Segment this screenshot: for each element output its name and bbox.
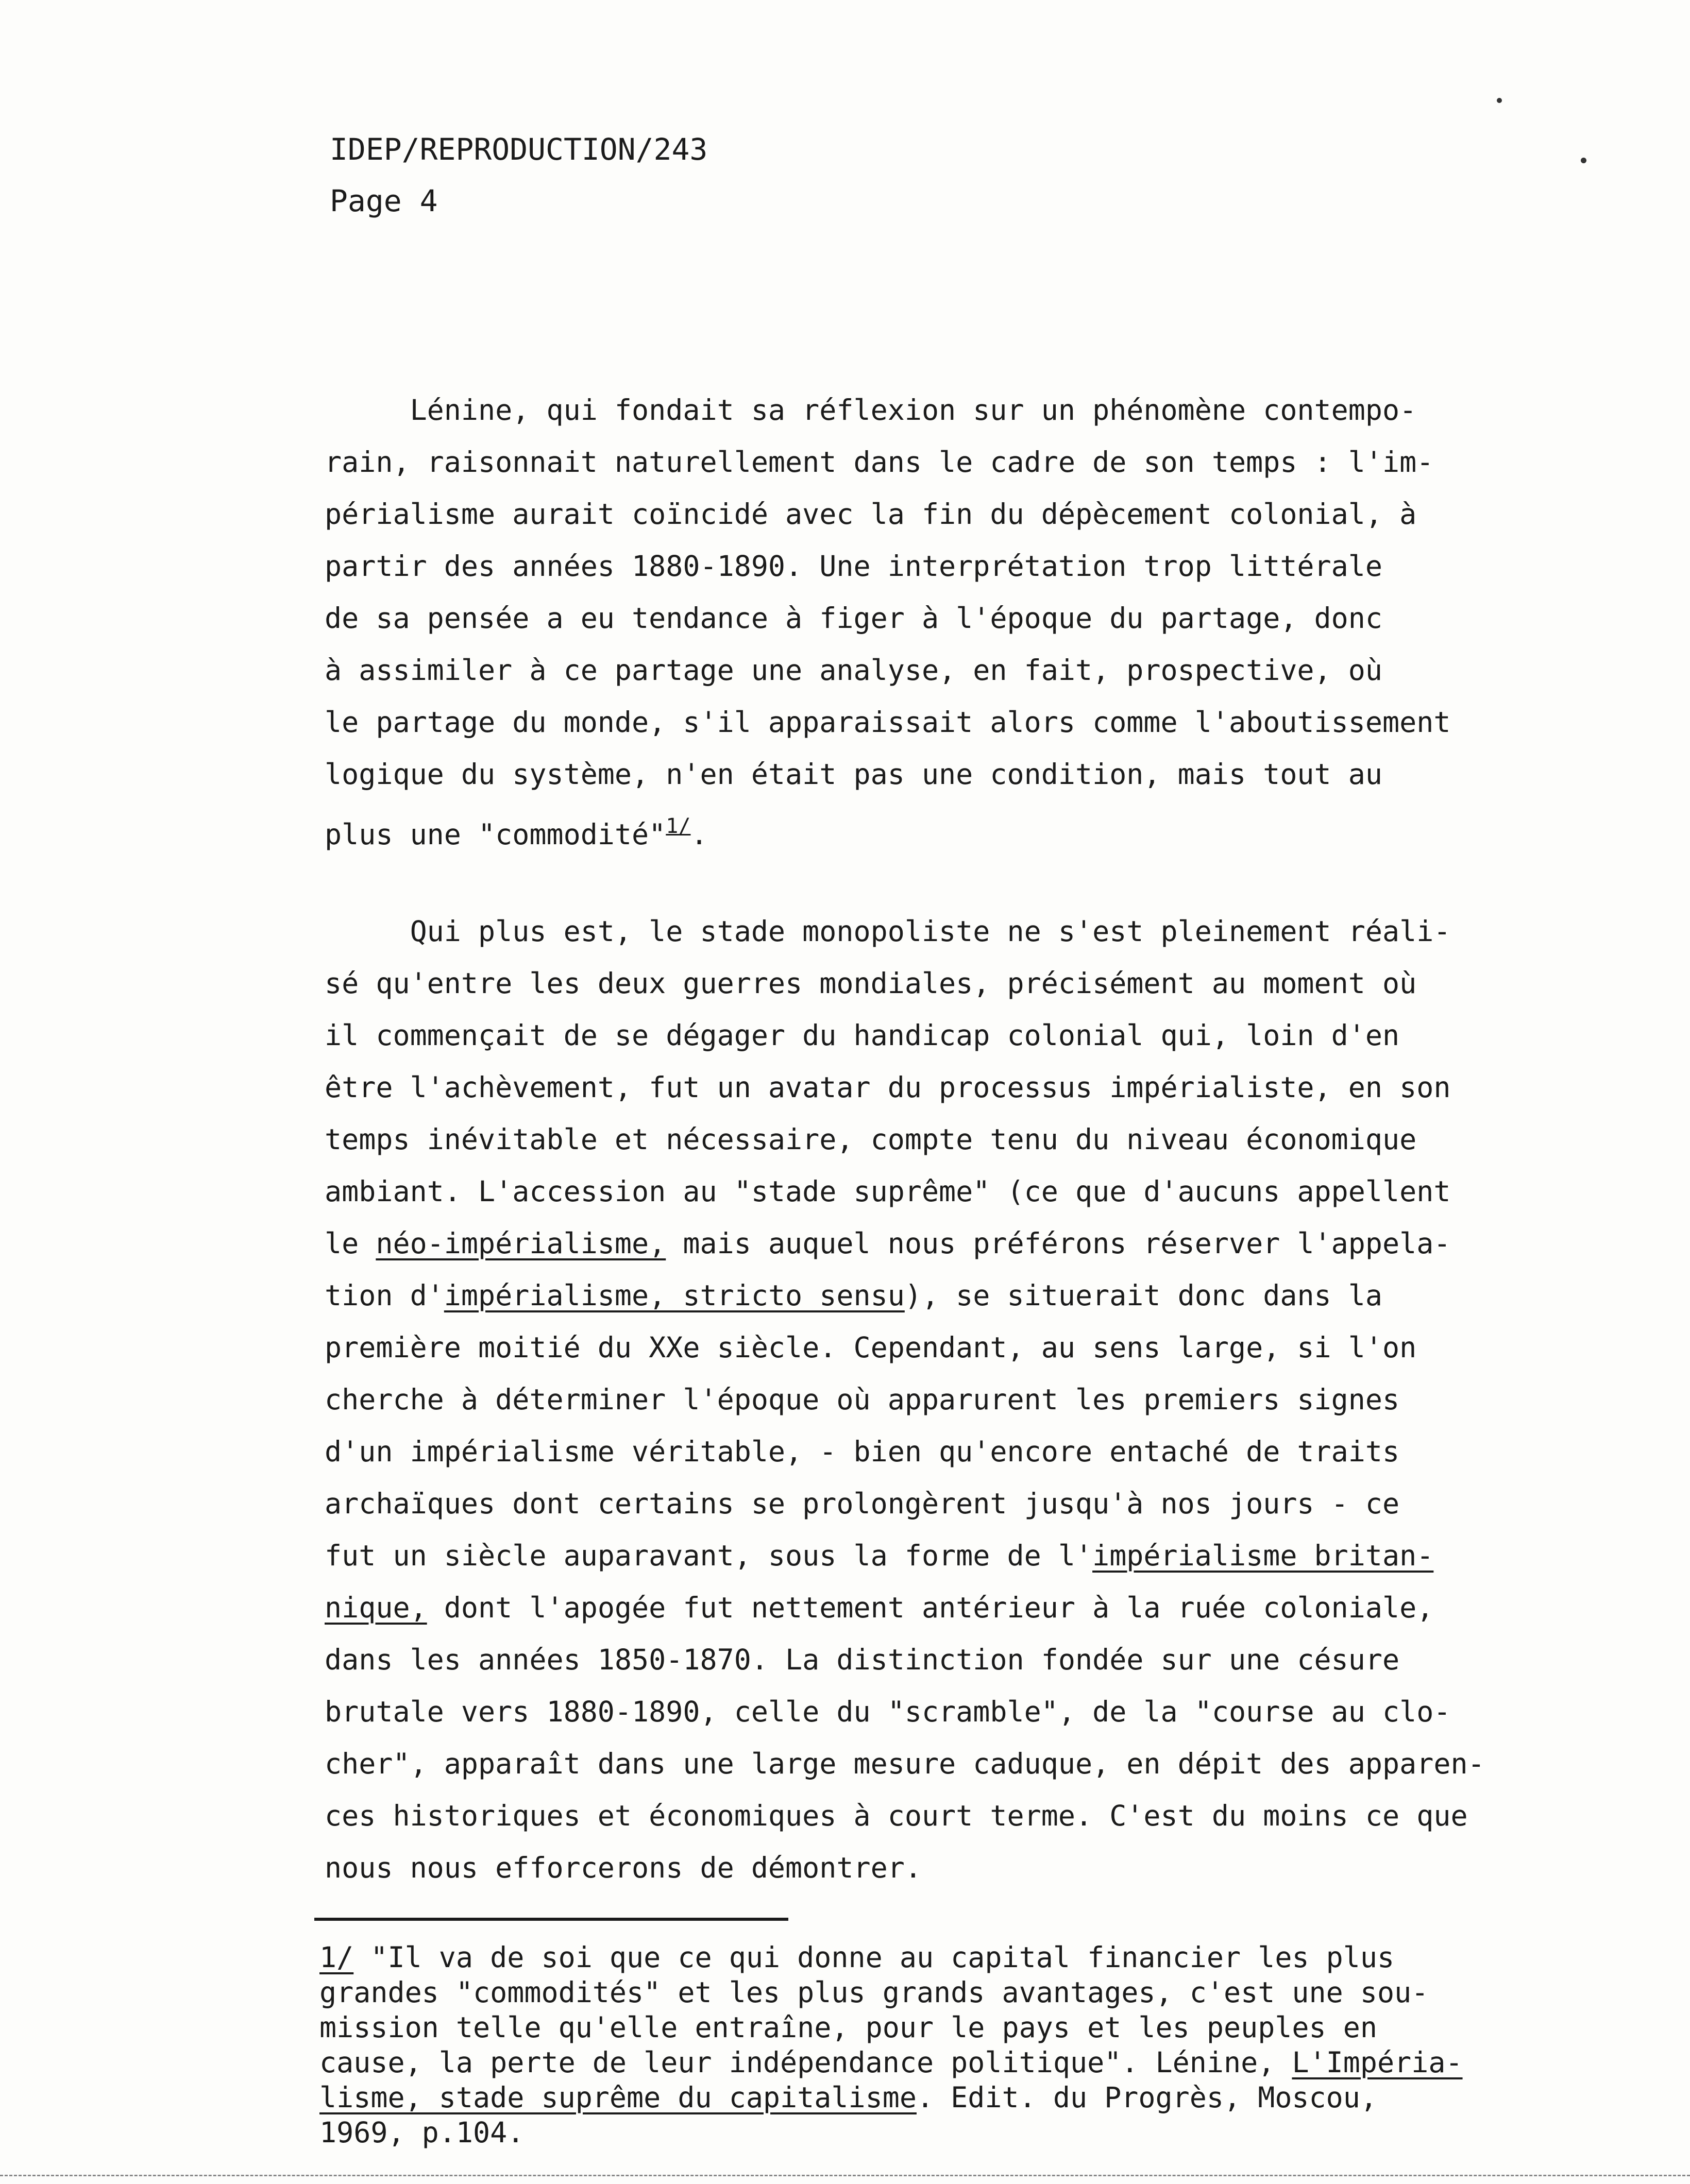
text-line: partir des années 1880-1890. Une interprétation trop littérale (325, 550, 1382, 583)
text-line: à assimiler à ce partage une analyse, en fait, prospective, où (325, 654, 1382, 687)
text-line: ces historiques et économiques à court terme. C'est du moins ce que (325, 1799, 1468, 1832)
text-line (325, 1218, 1541, 1270)
paragraph-2 (325, 906, 1541, 1894)
footnote-line: 1969, p.104. (319, 2116, 525, 2149)
text-segment: ), se situerait donc dans la (904, 1279, 1383, 1312)
text-line-last (325, 800, 1541, 861)
footnote-marker: 1/ (319, 1941, 354, 1974)
text-line: d'un impérialisme véritable, - bien qu'encore entaché de traits (325, 1435, 1400, 1468)
text-segment: "Il va de soi que ce qui donne au capital financier les plus (353, 1941, 1395, 1974)
text-line: brutale vers 1880-1890, celle du "scramble", de la "course au clo- (325, 1695, 1451, 1728)
text-line: être l'achèvement, fut un avatar du processus impérialiste, en son (325, 1071, 1451, 1104)
text-segment: fut un siècle auparavant, sous la forme de l' (325, 1539, 1093, 1572)
paragraph-1 (325, 384, 1541, 861)
text-line: il commençait de se dégager du handicap colonial qui, loin d'en (325, 1019, 1400, 1052)
text-line: périalisme aurait coïncidé avec la fin du dépècement colonial, à (325, 498, 1417, 531)
underlined-term: impérialisme, stricto sensu (444, 1279, 905, 1312)
text-line: le partage du monde, s'il apparaissait alors comme l'aboutissement (325, 706, 1451, 739)
footnote-line (319, 2080, 1463, 2115)
text-line: ambiant. L'accession au "stade suprême" (ce que d'aucuns appellent (325, 1175, 1451, 1208)
underlined-term: néo-impérialisme, (376, 1227, 666, 1260)
scan-speck (1581, 158, 1586, 163)
document-reference: IDEP/REPRODUCTION/243 (330, 132, 708, 167)
scan-speck (1497, 98, 1502, 103)
text-line: sé qu'entre les deux guerres mondiales, précisément au moment où (325, 967, 1417, 1000)
text-segment: dont l'apogée fut nettement antérieur à la ruée coloniale, (427, 1591, 1434, 1624)
text-line: logique du système, n'en était pas une condition, mais tout au (325, 758, 1382, 791)
underlined-term: nique, (325, 1591, 427, 1624)
text-line: cherche à déterminer l'époque où apparurent les premiers signes (325, 1383, 1400, 1416)
text-line: rain, raisonnait naturellement dans le cadre de son temps : l'im- (325, 446, 1434, 479)
text-segment: mais auquel nous préférons réserver l'appela- (666, 1227, 1451, 1260)
text-segment: cause, la perte de leur indépendance politique". Lénine, (319, 2046, 1292, 2079)
text-line (325, 1530, 1541, 1582)
text-segment: le (325, 1227, 376, 1260)
text-line: nous nous efforcerons de démontrer. (325, 1851, 922, 1884)
footnote-line (319, 1940, 1463, 1975)
text-segment: plus une "commodité" (325, 818, 666, 851)
text-line: cher", apparaît dans une large mesure caduque, en dépit des apparen- (325, 1747, 1485, 1780)
footnote (319, 1940, 1463, 2150)
footnote-reference[interactable]: 1/ (666, 814, 691, 838)
underlined-title: lisme, stade suprême du capitalisme (319, 2081, 917, 2114)
text-line: temps inévitable et nécessaire, compte tenu du niveau économique (325, 1123, 1417, 1156)
scan-edge-line (0, 2175, 1690, 2176)
text-segment: . (690, 818, 708, 851)
text-segment: tion d' (325, 1279, 444, 1312)
underlined-term: impérialisme britan- (1092, 1539, 1434, 1572)
page-number: Page 4 (330, 183, 438, 218)
footnote-line (319, 2045, 1463, 2080)
text-segment: . Edit. du Progrès, Moscou, (916, 2081, 1377, 2114)
text-line: de sa pensée a eu tendance à figer à l'époque du partage, donc (325, 602, 1382, 635)
text-line: première moitié du XXe siècle. Cependant, au sens large, si l'on (325, 1331, 1417, 1364)
text-line: archaïques dont certains se prolongèrent jusqu'à nos jours - ce (325, 1487, 1400, 1520)
underlined-title: L'Impéria- (1292, 2046, 1463, 2079)
text-line: dans les années 1850-1870. La distinction fondée sur une césure (325, 1643, 1400, 1676)
footnote-line: mission telle qu'elle entraîne, pour le pays et les peuples en (319, 2011, 1377, 2044)
text-line: Lénine, qui fondait sa réflexion sur un phénomène contempo- (325, 394, 1417, 426)
text-line (325, 1582, 1541, 1634)
footnote-separator (314, 1918, 788, 1921)
text-line (325, 1270, 1541, 1322)
text-line: Qui plus est, le stade monopoliste ne s'est pleinement réali- (325, 915, 1451, 948)
footnote-line: grandes "commodités" et les plus grands avantages, c'est une sou- (319, 1976, 1429, 2009)
